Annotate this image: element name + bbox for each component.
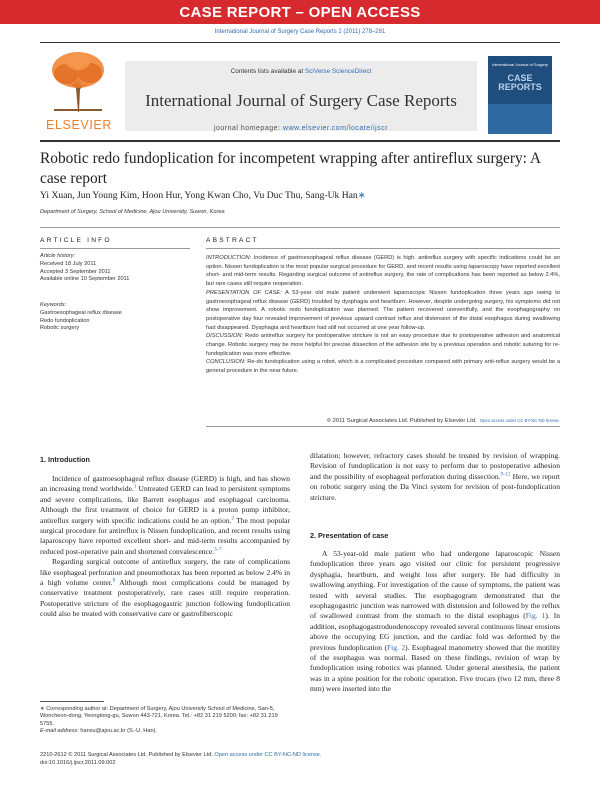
right-column-bottom	[310, 549, 560, 695]
sciencedirect-link[interactable]: SciVerse ScienceDirect	[304, 68, 372, 75]
text-run: ). Esophageal manometry showed that the motility of the esophagus was normal. Based on these findings, revision of wrap by fundoplication using robotics was planned. Under general anesthesia, the patient was in a spine position for the robotic operation. Five trocars (two 12 mm, three 8 mm) were inserted into the	[310, 642, 560, 694]
abstract-conclusion: Re-do fundoplication using a robot, which is a complicated procedure compared with primary anti-reflux surgery would be a general procedure in the near future.	[206, 359, 560, 375]
cover-line-1: International Journal of Surgery	[492, 62, 548, 67]
cover-line-2: CASE REPORTS	[498, 73, 542, 92]
affiliation: Department of Surgery, School of Medicine, Ajou University, Suwon, Korea	[40, 209, 225, 215]
footer-license-link[interactable]: Open access under CC BY-NC-ND license.	[214, 752, 322, 758]
paragraph	[40, 474, 290, 557]
abstract-discussion: Redo antireflux surgery for postoperative stricture is not an easy procedure due to postoperative adhesion and anatomical change. Robotic surgery may be more helpful for precise dissection of the adhesion site by a previous operation and robotic suturing for re-fundoplication was more effective.	[206, 333, 560, 357]
keywords	[40, 302, 190, 333]
paragraph	[310, 549, 560, 695]
citation-ref[interactable]: 9–12	[500, 472, 511, 478]
text-run: Regarding surgical outcome of antireflux surgery, the rate of complications like esophageal perforation and pneumothorax has been reported as below 2.4% in a high volume center.	[40, 557, 290, 588]
doi[interactable]: doi:10.1016/j.ijscr.2011.09.002	[40, 759, 116, 766]
left-column	[40, 474, 290, 620]
text-run: ). In addition, esophagogastroduodenoscopy revealed several continuous linear erosions above the occupying EG junction, and the cardiac fold was deformed by the previous fundoplication (	[310, 611, 560, 652]
abstract-presentation: A 53-year old male patient underwent laparoscopic Nissen fundoplication three years ago owing to gastroesophageal reflux disease (GERD) troubled by dysphagia and heartburn. However, despite undergoing surgery, his symptoms did not show improvement. A robotic redo fundoplication was planned. The patient recovered uneventfully, and the esophagography on postoperative day four revealed improvement of previous upward contrast reflux and distension of the distal esophagus during swallowing had disappeared. Dysphagia and heartburn had still not occurred at one year follow-up.	[206, 289, 560, 331]
journal-cover	[488, 56, 552, 134]
banner: CASE REPORT – OPEN ACCESS	[0, 0, 600, 24]
authors: Yi Xuan, Jun Young Kim, Hoon Hur, Yong Kwan Cho, Vu Duc Thu, Sang-Uk Han	[40, 190, 358, 201]
citation-ref[interactable]: 1	[133, 484, 137, 490]
text-run: dilatation; however, refractory cases should be treated by revision of wrapping. Revision of fundoplication is not easy to perform due to postoperative adhesion and the possibility of esophageal perforation during dissection.	[310, 451, 560, 481]
abstract-conclusion-label: CONCLUSION:	[206, 359, 246, 366]
email-label: E-mail address:	[40, 728, 79, 735]
abstract-presentation-label: PRESENTATION OF CASE:	[206, 289, 282, 296]
abstract-body	[206, 254, 560, 376]
abstract-intro-label: INTRODUCTION:	[206, 255, 252, 261]
homepage-line	[125, 125, 477, 132]
author-list	[40, 190, 560, 201]
article-info-rule	[40, 248, 190, 249]
email-address[interactable]: hansu@ajou.ac.kr (S.-U. Han).	[78, 728, 157, 735]
corresponding-note: ∗ Corresponding author at: Department of Surgery, Ajou University School of Medicine, San-5, Woncheon-dong, Yeongtong-gu, Suwon 443-721, Korea. Tel.: +82 31 219 5200; fax: +82 31 219 5755.	[40, 706, 278, 727]
text-run: Incidence of gastroesophageal reflux disease (GERD) is high, and has shown an increasing trend worldwide.	[40, 474, 290, 494]
abstract-heading: ABSTRACT	[206, 237, 259, 244]
figure-link[interactable]: Fig. 2	[386, 642, 406, 652]
text-run: Here, we report on robotic surgery using the Da Vinci system for revision of post-fundoplication stricture.	[310, 471, 560, 502]
accepted-date: Accepted 3 September 2011	[40, 268, 111, 275]
text-run: The most popular surgical procedure for antireflux is Nissen fundoplication, and recent results using laparoscopy have reported excellent short- and mid-term results accompanied by reduced post-operative pain and shortened convalescence.	[40, 515, 290, 556]
received-date: Received 18 July 2011	[40, 260, 97, 267]
issn-copyright: 2210-2612 © 2011 Surgical Associates Ltd. Published by Elsevier Ltd.	[40, 752, 215, 758]
citation-ref[interactable]: 2	[231, 516, 234, 522]
abstract-rule	[206, 248, 560, 249]
masthead-bottom-rule	[40, 140, 560, 142]
paragraph	[310, 451, 560, 503]
abstract-discussion-label: DISCUSSION:	[206, 333, 243, 340]
contents-prefix: Contents lists available at	[230, 68, 305, 75]
text-run: A 53-year-old male patient who had undergone laparoscopic Nissen fundoplication three years ago visited our clinic for persistent progressive dysphagia, heartburn, and weight loss after surgery. He had difficulty in swallowing anything. For investigation of the cause of symptoms, the patient was tested with several studies. The esophagogram demonstrated that the esophagogastric junction was narrowed with distension and followed by the reflux of swallowed contrast from the stomach to the distal esophagus (	[310, 549, 560, 621]
page-footer	[40, 752, 560, 767]
citation-ref[interactable]: 3–7	[214, 547, 222, 553]
abstract-bottom-rule	[206, 426, 560, 427]
elsevier-tree-icon	[46, 48, 110, 114]
abstract-copyright	[206, 418, 560, 424]
text-run: Although most complications could be managed by conservative treatment postoperatively, rare cases still require reoperation. Postoperative stricture of the esophagogastric junction following fundoplication could also be treated with conservative care or gastrofiberscopic	[40, 578, 290, 619]
copyright-text: © 2011 Surgical Associates Ltd. Published by Elsevier Ltd.	[326, 418, 477, 424]
section-heading-case: 2. Presentation of case	[310, 531, 389, 540]
footnote	[40, 706, 290, 736]
history-label: Article history:	[40, 253, 76, 259]
online-date: Available online 10 September 2011	[40, 276, 130, 283]
elsevier-wordmark: ELSEVIER	[46, 118, 112, 132]
keyword: Redo fundoplication	[40, 317, 90, 324]
citation-ref[interactable]: 8	[112, 578, 116, 584]
homepage-prefix: journal homepage:	[213, 125, 283, 132]
figure-link[interactable]: Fig. 1	[525, 611, 546, 621]
article-title: Robotic redo fundoplication for incompetent wrapping after antireflux surgery: A case report	[40, 150, 541, 187]
keyword: Robotic surgery	[40, 325, 80, 332]
license-link[interactable]: Open access under CC BY-NC-ND license.	[479, 418, 560, 423]
journal-citation[interactable]: International Journal of Surgery Case Reports 2 (2011) 278–281	[214, 29, 386, 35]
masthead-top-rule	[40, 42, 560, 43]
footnote-rule	[40, 701, 104, 702]
header-rule	[40, 227, 560, 228]
section-heading-introduction: 1. Introduction	[40, 455, 90, 464]
article-info-heading: ARTICLE INFO	[40, 237, 112, 244]
journal-title: International Journal of Surgery Case Reports	[145, 91, 457, 110]
homepage-link[interactable]: www.elsevier.com/locate/ijscr	[282, 125, 389, 132]
publisher-logo	[40, 48, 118, 134]
contents-line	[125, 68, 477, 75]
corresponding-author-mark[interactable]: ∗	[357, 190, 366, 201]
paragraph	[40, 557, 290, 619]
keyword: Gastroesophageal reflux disease	[40, 309, 122, 316]
article-history	[40, 253, 190, 284]
cover-band	[488, 104, 552, 134]
keywords-label: Keywords:	[40, 302, 67, 308]
abstract-intro: Incidence of gastroesophageal reflux disease (GERD) is high. antireflux surgery with specific indications could be an option. Nissen fundoplication is the most popular surgical procedure for GERD, and recent results using laparoscopy have reported excellent short- and mid-term results. Regarding surgical outcome of antireflux surgery, the rate of complications has been reported as below 2.4%, but rare cases still require reoperation.	[206, 255, 560, 288]
text-run: Untreated GERD can lead to persistent symptoms and severe complications, like Barrett esophagus and esophageal carcinoma. Although the first treatment of choice for GERD is a proton pump inhibitor, antireflux surgery with specific indications could be an option.	[40, 484, 290, 525]
right-column-top	[310, 451, 560, 503]
